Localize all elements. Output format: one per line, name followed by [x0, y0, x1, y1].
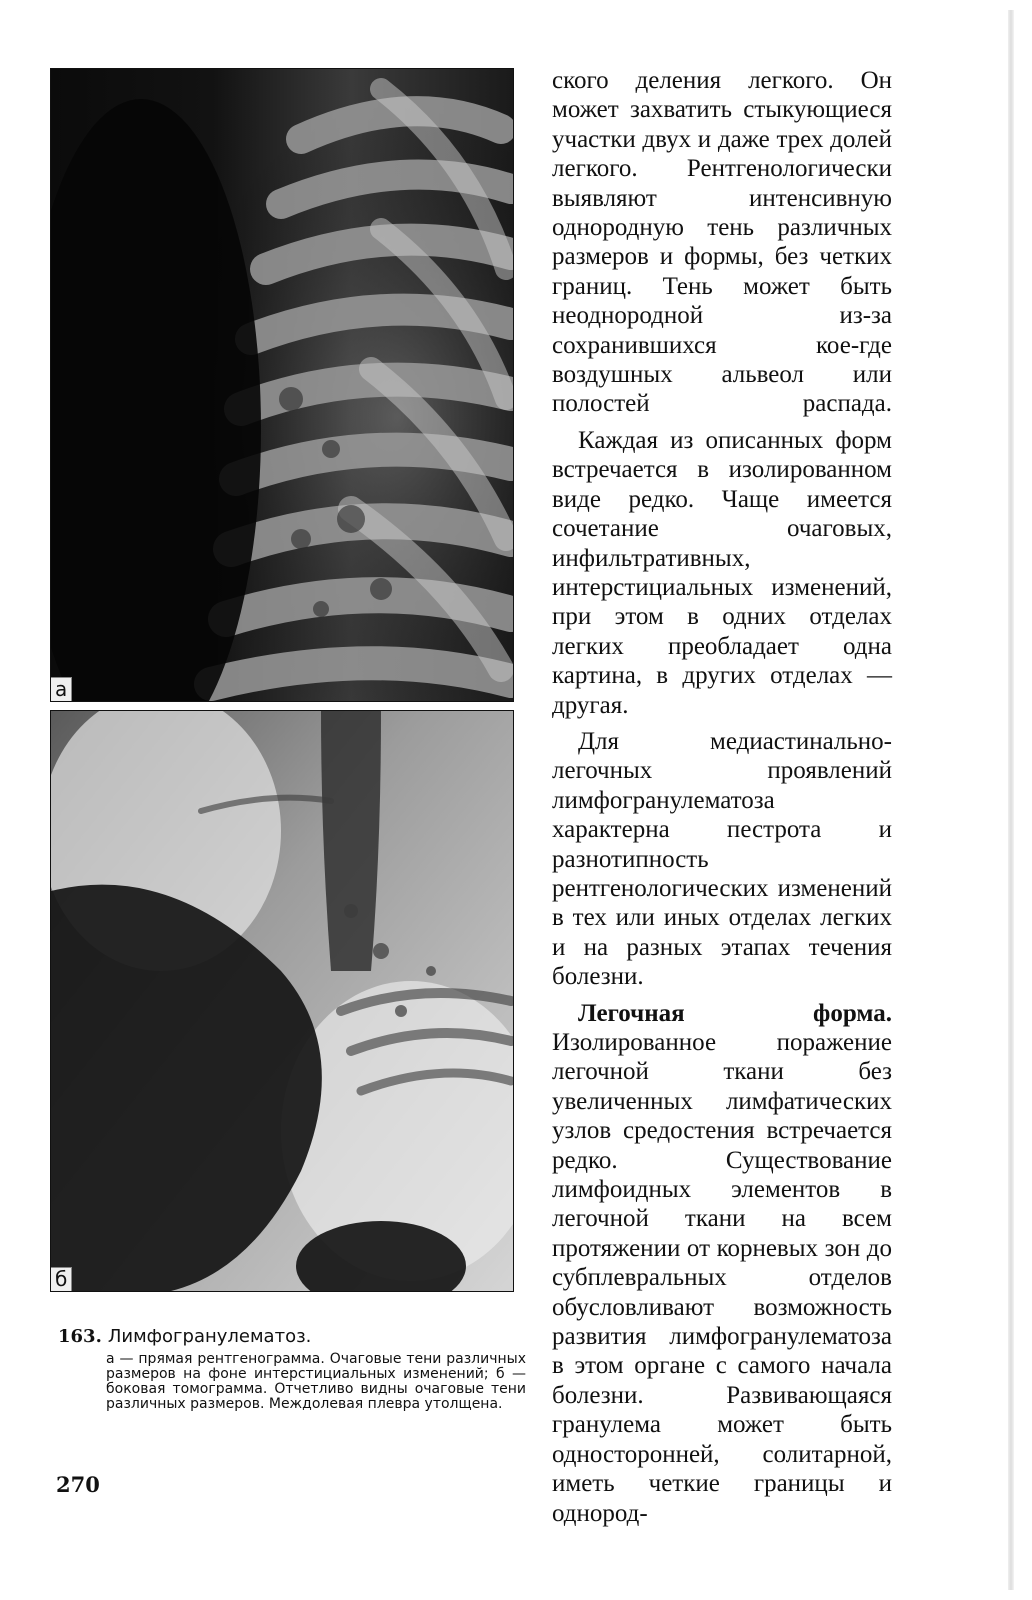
section-heading-pulmonary-form: Легочная форма.	[578, 999, 892, 1027]
figure-number: 163.	[58, 1326, 102, 1347]
paragraph-4-text: Изолированное поражение легочной ткани без увеличенных лимфатических узлов средостения встречается редко. Существование лимфоидных элементов в легочной ткани на всем протяжении от корневых зон до субплевральных отделов обусловливают возможность развития лимфогранулематоза в этом органе с самого начала болезни. Развивающаяся гранулема может быть односторонней, солитарной, иметь четкие границы и однород-	[552, 1029, 892, 1527]
body-text-column	[552, 66, 892, 1535]
radiograph-b-image	[51, 711, 513, 1291]
radiograph-panel-b	[50, 710, 514, 1292]
paragraph-3: Для медиастинально-легочных проявлений лимфогранулематоза характерна пестрота и разнотипность рентгенологических изменений в тех или иных отделах легких и на разных этапах течения болезни.	[552, 727, 892, 991]
paragraph-4	[552, 999, 892, 1528]
panel-a-letter: a	[51, 677, 72, 701]
figure-title: Лимфогранулематоз.	[107, 1326, 312, 1347]
caption-title-line	[58, 1326, 526, 1348]
page-edge-shadow	[1008, 10, 1014, 1590]
panel-b-letter: б	[51, 1267, 72, 1291]
paragraph-2: Каждая из описанных форм встречается в изолированном виде редко. Чаще имеется сочетание очаговых, инфильтративных, интерстициальных изменений, при этом в одних отделах легких преобладает одна картина, в других отделах — другая.	[552, 426, 892, 719]
paragraph-1: ского деления легкого. Он может захватить стыкующиеся участки двух и даже трех долей легкого. Рентгенологически выявляют интенсивную однородную тень различных размеров и формы, без четких границ. Тень может быть неоднородной из-за сохранившихся кое-где воздушных альвеол или полостей распада.	[552, 67, 892, 418]
radiograph-panel-a	[50, 68, 514, 702]
figure-caption	[58, 1326, 526, 1412]
radiograph-a-image	[51, 69, 513, 701]
page-number: 270	[56, 1472, 100, 1497]
figure-description: а — прямая рентгенограмма. Очаговые тени различных размеров на фоне интерстициальных изменений; б — боковая томограмма. Отчетливо видны очаговые тени различных размеров. Междолевая плевра утолщена.	[106, 1351, 526, 1412]
